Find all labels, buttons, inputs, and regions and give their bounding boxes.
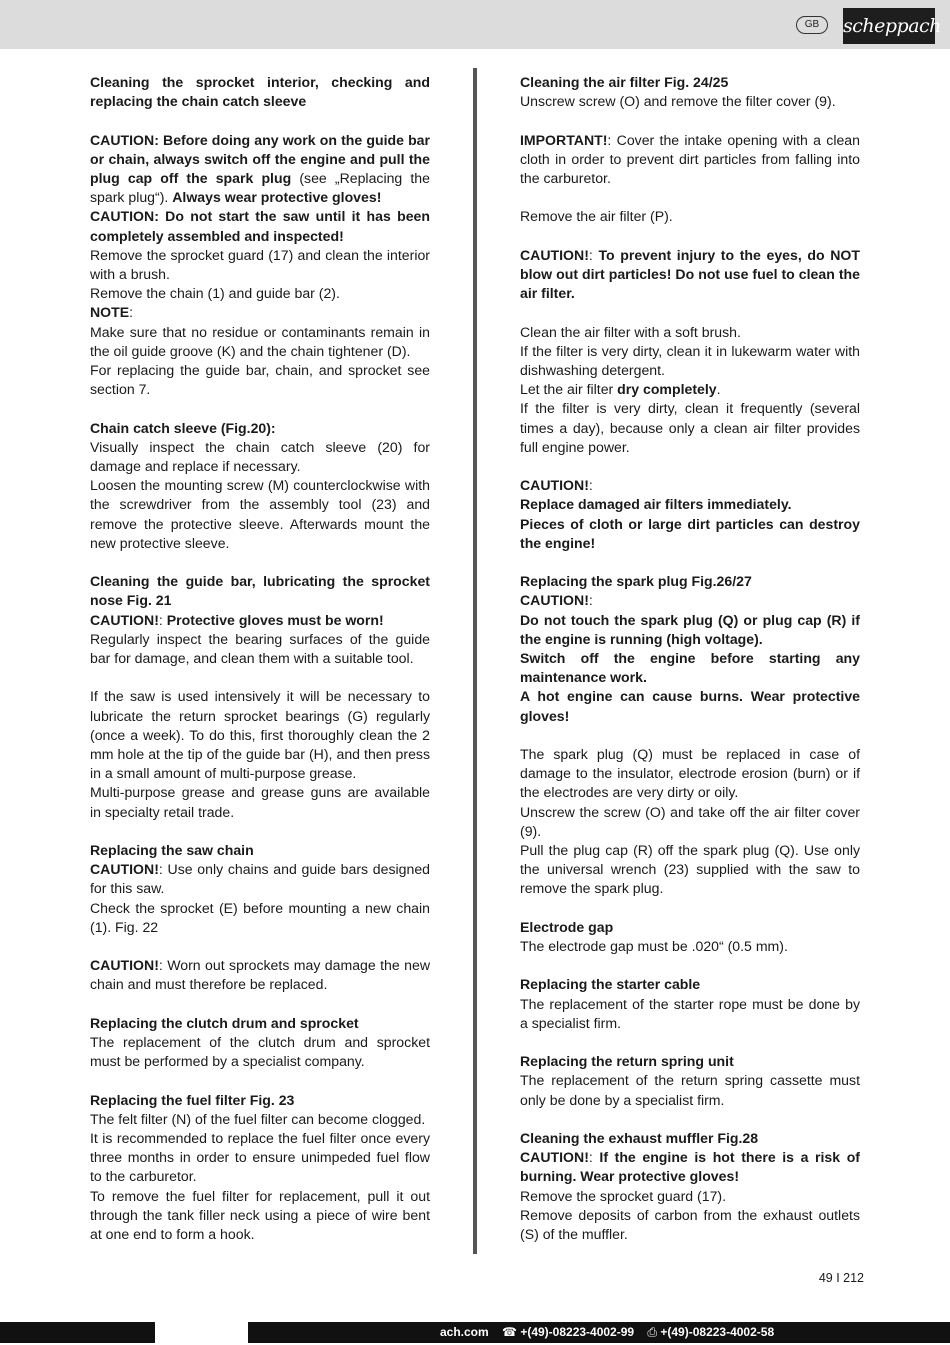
text-line <box>520 495 860 514</box>
text-line <box>90 323 430 361</box>
text-line <box>90 476 430 553</box>
bold-text: Always wear protective gloves! <box>172 189 382 206</box>
text-line <box>520 476 860 495</box>
right-section <box>520 918 860 956</box>
right-section <box>520 572 860 726</box>
text-line <box>520 1129 860 1148</box>
text-line <box>520 1071 860 1109</box>
left-section <box>90 419 430 553</box>
text-line <box>90 438 430 476</box>
language-badge: GB <box>796 16 828 34</box>
body-text: (see „Replacing the spark plug“). <box>90 170 430 206</box>
text-line <box>520 207 860 226</box>
text-line <box>520 246 860 304</box>
text-line <box>520 841 860 899</box>
bold-text: CAUTION! <box>520 477 589 494</box>
text-line <box>90 860 430 898</box>
text-line <box>90 630 430 668</box>
body-text: Unscrew screw (O) and remove the filter cover (9). <box>520 93 836 110</box>
body-text: Remove the air filter (P). <box>520 208 673 225</box>
text-line <box>90 1033 430 1071</box>
bold-text: CAUTION! <box>520 1149 589 1166</box>
bold-text: CAUTION! <box>520 592 589 609</box>
text-line <box>90 246 430 284</box>
body-text: Loosen the mounting screw (M) counterclockwise with the screwdriver from the assembly tool (23) and remove the protective sleeve. Afterwards mount the new protective sleeve. <box>90 477 430 551</box>
text-line <box>520 572 860 591</box>
body-text: For replacing the guide bar, chain, and sprocket see section 7. <box>90 362 430 398</box>
text-line <box>90 687 430 783</box>
body-text: Unscrew the screw (O) and take off the air filter cover (9). <box>520 803 860 839</box>
text-line <box>520 1052 860 1071</box>
bold-text: Protective gloves must be worn! <box>166 611 384 628</box>
left-section <box>90 687 430 821</box>
text-line <box>90 303 430 322</box>
text-line <box>520 918 860 937</box>
header-bar <box>0 0 950 49</box>
text-line <box>520 687 860 725</box>
body-text: Visually inspect the chain catch sleeve (20) for damage and replace if necessary. <box>90 438 430 475</box>
body-text: Remove deposits of carbon from the exhaust outlets (S) of the muffler. <box>520 1206 860 1243</box>
text-line <box>520 323 860 342</box>
right-section <box>520 246 860 304</box>
body-text: If the saw is used intensively it will be necessary to lubricate the return sprocket bearings (G) regularly (once a week). To do this, first thoroughly clean the 2 mm hole at the tip of the guide bar (H), and then press in a small amount of multi-purpose grease. <box>90 688 430 782</box>
body-text: It is recommended to replace the fuel filter once every three months in order to ensure unimpeded fuel flow to the carburetor. <box>90 1130 430 1185</box>
text-line <box>520 92 860 111</box>
text-line <box>520 131 860 189</box>
body-text: : <box>588 246 599 263</box>
body-text: If the filter is very dirty, clean it frequently (several times a day), because only a clean air filter provides full engine power. <box>520 400 860 455</box>
body-text: : <box>588 1149 600 1166</box>
text-line <box>90 361 430 399</box>
text-line <box>90 131 430 208</box>
body-text: If the filter is very dirty, clean it in lukewarm water with dishwashing detergent. <box>520 342 860 378</box>
left-section <box>90 1014 430 1072</box>
text-line <box>90 1014 430 1033</box>
right-section <box>520 131 860 189</box>
text-line <box>520 611 860 649</box>
body-text: : <box>588 592 593 609</box>
body-text: Remove the chain (1) and guide bar (2). <box>90 285 340 302</box>
right-section <box>520 745 860 899</box>
text-line <box>90 783 430 821</box>
body-text: Clean the air filter with a soft brush. <box>520 323 741 340</box>
left-section <box>90 572 430 668</box>
text-line <box>520 591 860 610</box>
text-line <box>90 1187 430 1245</box>
text-line <box>90 207 430 245</box>
bold-text: Electrode gap <box>520 918 614 935</box>
text-line <box>90 611 430 630</box>
text-line <box>520 380 860 399</box>
bold-text: To prevent injury to the eyes, do NOT blow out dirt particles! Do not use fuel to clean the air filter. <box>520 246 860 302</box>
text-line <box>90 1129 430 1187</box>
left-section <box>90 131 430 400</box>
bold-text: Replacing the spark plug Fig.26/27 <box>520 573 752 590</box>
body-text: Multi-purpose grease and grease guns are available in specialty retail trade. <box>90 784 430 820</box>
bold-text: Replacing the fuel filter Fig. 23 <box>90 1091 295 1108</box>
footer-fax: +(49)-08223-4002-58 <box>660 1325 775 1339</box>
footer-web[interactable]: ach.com <box>440 1325 489 1339</box>
column-divider <box>473 68 477 1254</box>
body-text: : <box>129 304 134 321</box>
left-section <box>90 841 430 937</box>
bold-text: Chain catch sleeve (Fig.20): <box>90 419 276 436</box>
body-text: Let the air filter <box>520 381 618 398</box>
bold-text: Cleaning the air filter Fig. 24/25 <box>520 74 729 90</box>
bold-text: CAUTION! <box>90 957 159 974</box>
text-line <box>520 342 860 380</box>
brand-logo <box>843 8 941 44</box>
bold-text: Replacing the saw chain <box>90 842 254 859</box>
bold-text: Replace damaged air filters immediately. <box>520 496 792 513</box>
body-text: Make sure that no residue or contaminants remain in the oil guide groove (K) and the chain tightener (D). <box>90 323 430 359</box>
text-line <box>520 1148 860 1186</box>
body-text: Regularly inspect the bearing surfaces of the guide bar for damage, and clean them with a suitable tool. <box>90 630 430 667</box>
right-column <box>520 73 860 1263</box>
bold-text: Pieces of cloth or large dirt particles can destroy the engine! <box>520 515 860 551</box>
body-text: Pull the plug cap (R) off the spark plug (Q). Use only the universal wrench (23) supplied with the saw to remove the spark plug. <box>520 842 860 897</box>
text-line <box>520 975 860 994</box>
bold-text: If the engine is hot there is a risk of burning. Wear protective gloves! <box>520 1149 860 1185</box>
page-number: 49 I 212 <box>818 1271 864 1285</box>
body-text: The electrode gap must be .020“ (0.5 mm). <box>520 938 788 955</box>
body-text: : Use only chains and guide bars designed for this saw. <box>90 861 430 897</box>
body-text: To remove the fuel filter for replacement, pull it out through the tank filler neck using a piece of wire bent at one end to form a hook. <box>90 1187 430 1243</box>
bold-text: IMPORTANT! <box>520 131 608 148</box>
body-text: : <box>588 477 593 494</box>
bold-text: CAUTION! <box>520 246 589 263</box>
body-text: The replacement of the starter rope must be done by a specialist firm. <box>520 995 860 1031</box>
left-column <box>90 73 430 1263</box>
body-text: : <box>158 611 167 628</box>
right-section <box>520 1052 860 1110</box>
left-section <box>90 73 430 111</box>
body-text: The felt filter (N) of the fuel filter can become clogged. <box>90 1110 426 1127</box>
body-text: : Worn out sprockets may damage the new chain and must therefore be replaced. <box>90 957 430 993</box>
right-section <box>520 73 860 111</box>
bold-text: Cleaning the sprocket interior, checking and replacing the chain catch sleeve <box>90 74 430 110</box>
text-line <box>90 899 430 937</box>
text-line <box>520 73 860 92</box>
text-line <box>520 995 860 1033</box>
text-line <box>520 745 860 803</box>
footer-bar <box>0 1322 950 1343</box>
body-text: Check the sprocket (E) before mounting a new chain (1). Fig. 22 <box>90 899 430 935</box>
body-text: . <box>716 381 721 398</box>
text-line <box>520 649 860 687</box>
bold-text: dry completely <box>617 381 717 398</box>
brand-logo-text: scheppach <box>843 15 941 37</box>
bold-text: Switch off the engine before starting any maintenance work. <box>520 650 860 686</box>
bold-text: Cleaning the exhaust muffler Fig.28 <box>520 1130 759 1146</box>
right-section <box>520 476 860 553</box>
body-text: The replacement of the clutch drum and sprocket must be performed by a specialist company. <box>90 1034 430 1070</box>
body-text: : Cover the intake opening with a clean cloth in order to prevent dirt particles from falling into the carburetor. <box>520 131 860 186</box>
text-line <box>90 1110 430 1129</box>
phone-icon: ☎ <box>502 1325 517 1339</box>
footer-white-block <box>155 1322 248 1343</box>
text-line <box>90 1091 430 1110</box>
footer-contact <box>440 1322 774 1343</box>
left-section <box>90 1091 430 1245</box>
text-line <box>520 1206 860 1244</box>
fax-icon: ⎙ <box>647 1325 658 1339</box>
bold-text: NOTE <box>90 304 130 321</box>
text-line <box>90 284 430 303</box>
bold-text: Replacing the clutch drum and sprocket <box>90 1014 359 1031</box>
text-line <box>520 1187 860 1206</box>
bold-text: Cleaning the guide bar, lubricating the sprocket nose Fig. 21 <box>90 573 430 609</box>
bold-text: Replacing the starter cable <box>520 976 701 993</box>
text-line <box>520 515 860 553</box>
left-section <box>90 956 430 994</box>
bold-text: A hot engine can cause burns. Wear protective gloves! <box>520 688 860 724</box>
bold-text: CAUTION: Do not start the saw until it has been completely assembled and inspected! <box>90 208 430 244</box>
footer-phone: +(49)-08223-4002-99 <box>520 1325 635 1339</box>
text-line <box>90 73 430 111</box>
bold-text: CAUTION! <box>90 611 159 628</box>
text-line <box>520 399 860 457</box>
right-section <box>520 323 860 457</box>
text-line <box>520 937 860 956</box>
bold-text: Do not touch the spark plug (Q) or plug cap (R) if the engine is running (high voltage). <box>520 611 860 647</box>
bold-text: Replacing the return spring unit <box>520 1053 734 1070</box>
right-section <box>520 975 860 1033</box>
body-text: Remove the sprocket guard (17). <box>520 1187 727 1204</box>
right-section <box>520 1129 860 1244</box>
text-line <box>90 841 430 860</box>
text-line <box>90 419 430 438</box>
text-line <box>90 572 430 610</box>
body-text: The replacement of the return spring cassette must only be done by a specialist firm. <box>520 1072 860 1108</box>
text-line <box>520 803 860 841</box>
body-text: The spark plug (Q) must be replaced in case of damage to the insulator, electrode erosion (burn) or if the electrodes are very dirty or oily. <box>520 746 860 801</box>
bold-text: CAUTION: Before doing any work on the guide bar or chain, always switch off the engine and pull the plug cap off the spark plug <box>90 131 430 186</box>
body-text: Remove the sprocket guard (17) and clean the interior with a brush. <box>90 246 430 283</box>
text-line <box>90 956 430 994</box>
bold-text: CAUTION! <box>90 861 159 878</box>
right-section <box>520 207 860 226</box>
